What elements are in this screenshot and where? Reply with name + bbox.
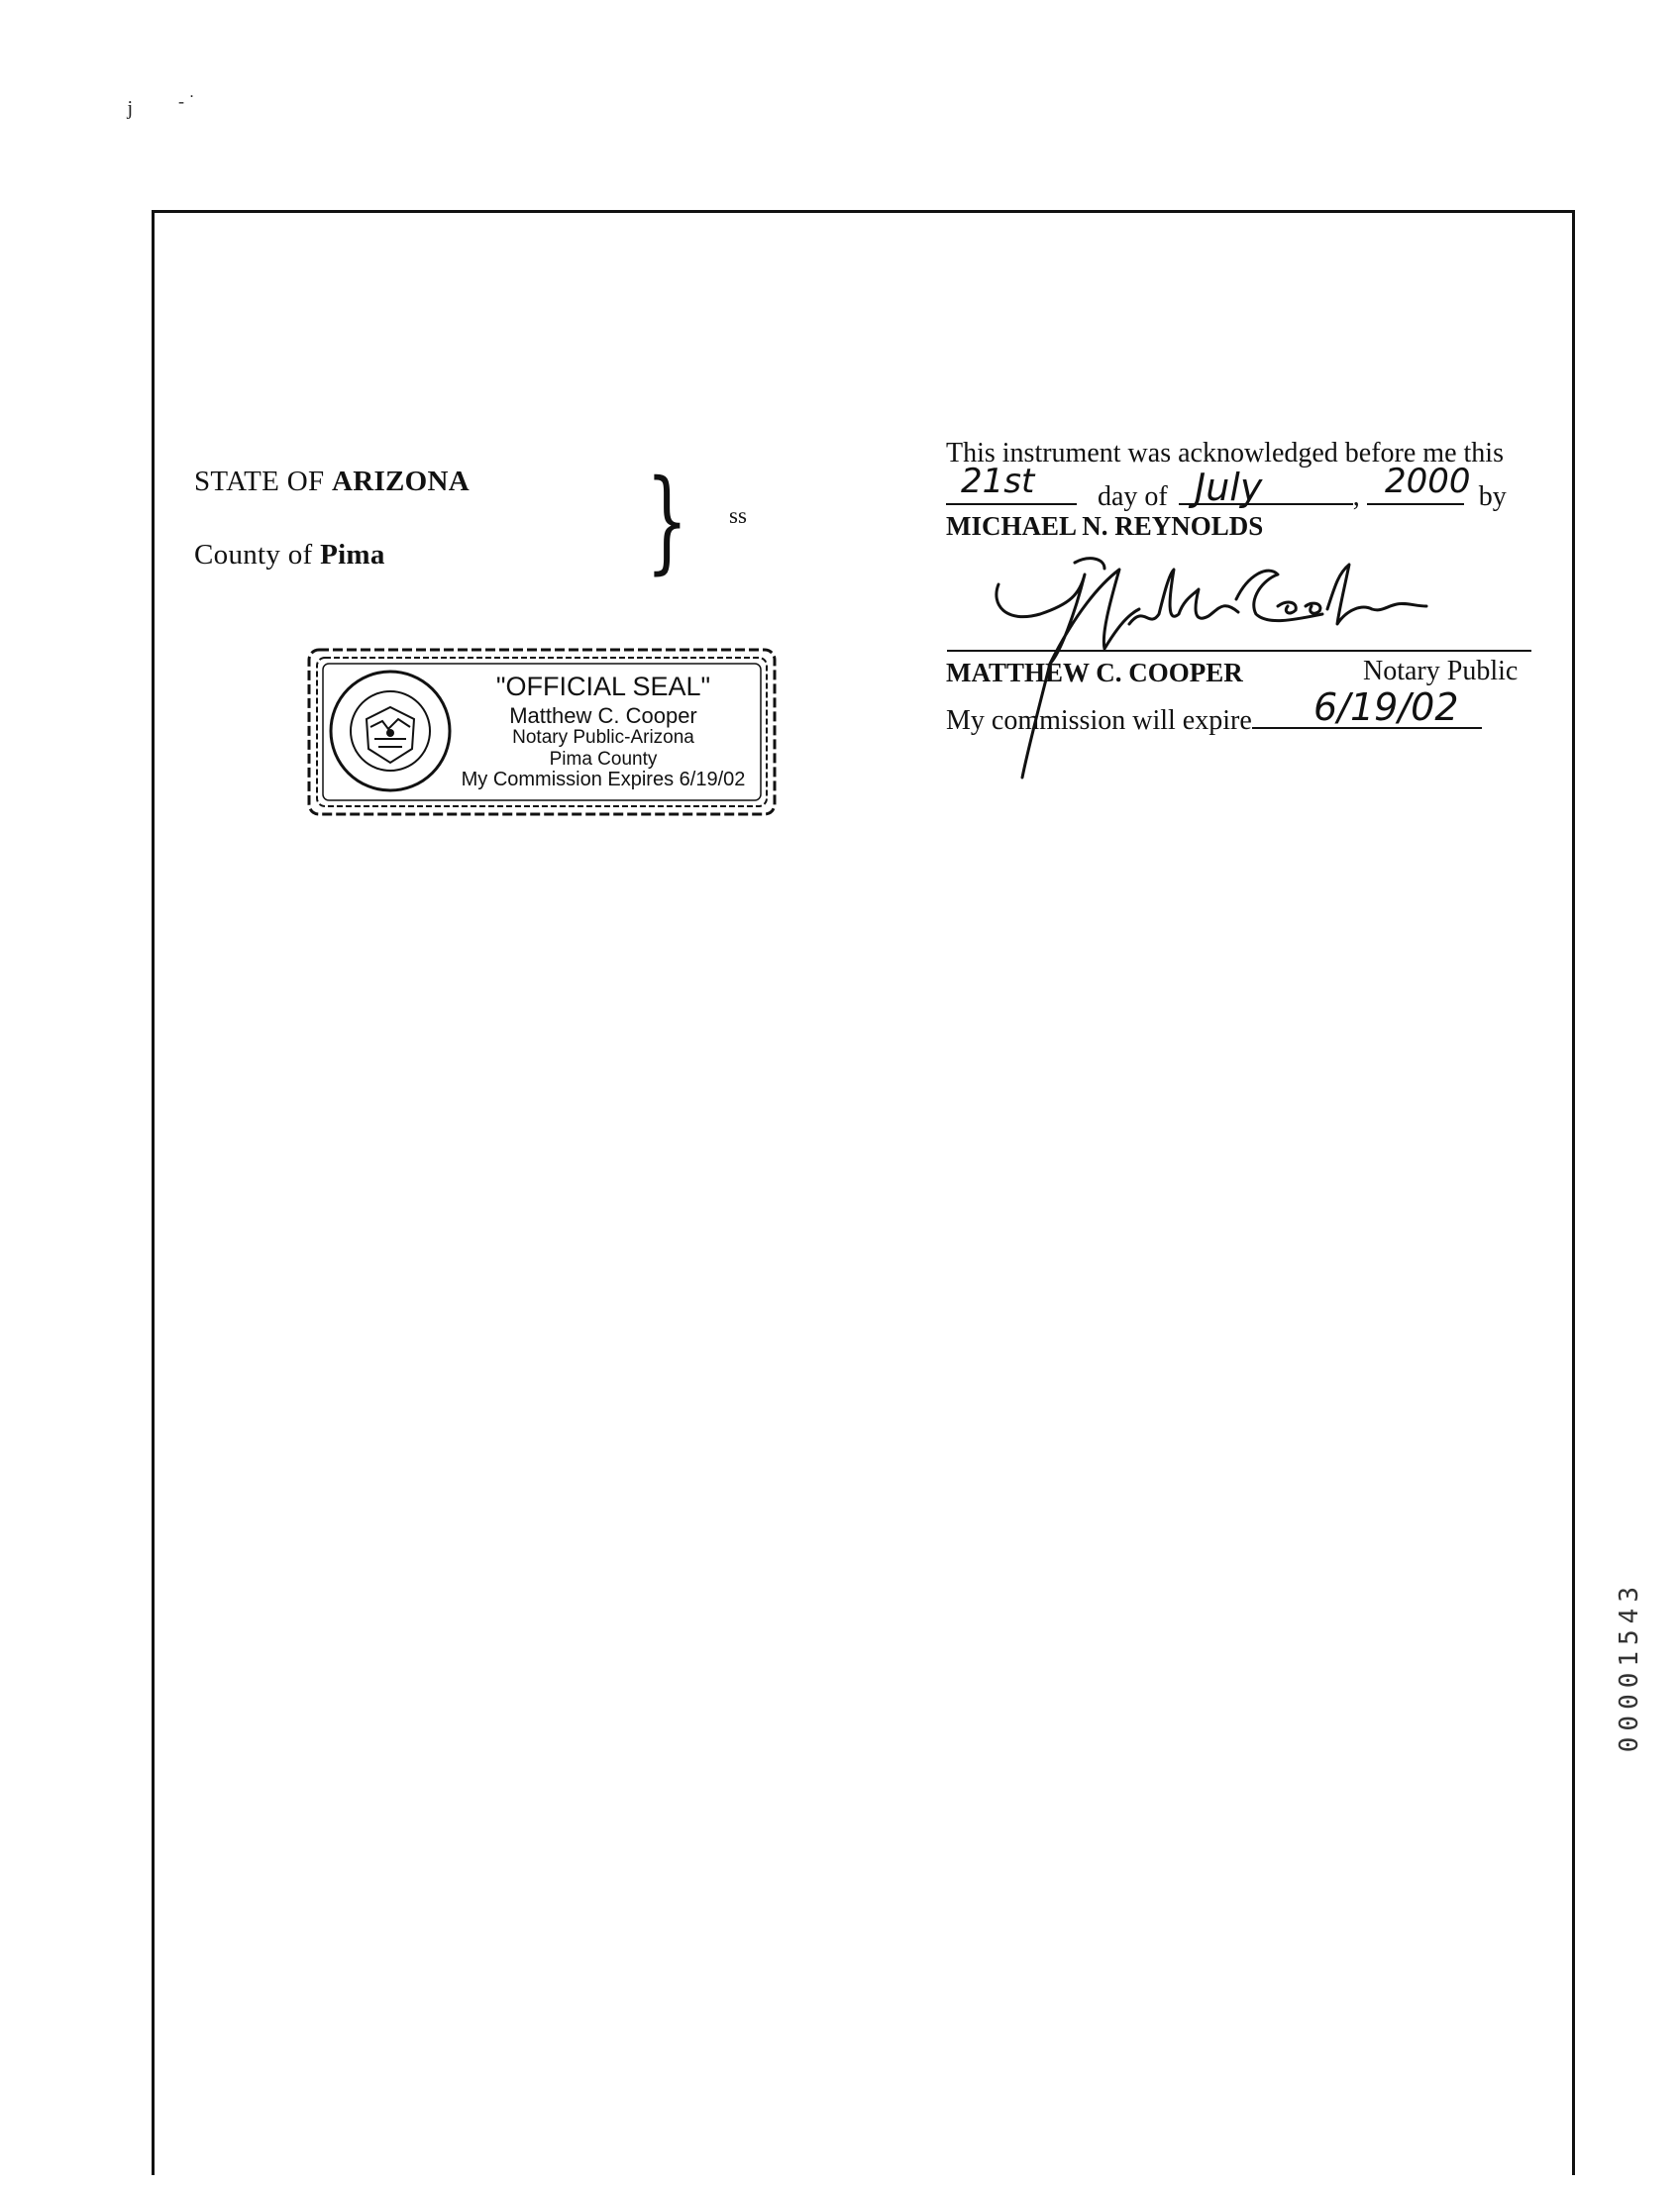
scan-mark: - ˙ <box>178 91 195 111</box>
seal-name: Matthew C. Cooper <box>509 703 697 728</box>
seal-county: Pima County <box>549 749 658 770</box>
seal-expires: My Commission Expires 6/19/02 <box>461 769 746 790</box>
comma: , <box>1352 481 1360 512</box>
county-prefix: County of <box>194 539 321 571</box>
seal-role: Notary Public-Arizona <box>512 727 694 748</box>
bates-number: 00001543 <box>1615 1581 1644 1753</box>
notary-title: Notary Public <box>1363 656 1519 686</box>
signer-name: MICHAEL N. REYNOLDS <box>946 511 1264 541</box>
day-of-label: day of <box>1098 481 1168 512</box>
month-handwritten: July <box>1195 466 1263 509</box>
county-label <box>194 539 385 572</box>
official-seal-stamp <box>305 646 779 818</box>
year-handwritten: 2000 <box>1385 462 1471 501</box>
by-label: by <box>1478 481 1507 512</box>
day-handwritten: 21st <box>961 462 1035 501</box>
arizona-seal-emblem <box>327 668 454 794</box>
state-name: ARIZONA <box>331 466 471 497</box>
venue-brace: } <box>646 457 688 585</box>
county-name: Pima <box>320 539 385 571</box>
commission-handwritten: 6/19/02 <box>1313 685 1459 729</box>
signature-line <box>947 650 1531 652</box>
scan-mark: ʲ <box>127 95 133 132</box>
notary-name: MATTHEW C. COOPER <box>946 658 1243 687</box>
ack-line-1: This instrument was acknowledged before me this <box>946 438 1504 469</box>
state-prefix: STATE OF <box>194 466 332 497</box>
seal-title: "OFFICIAL SEAL" <box>495 672 711 701</box>
ss-label: ss <box>729 503 747 528</box>
state-label <box>194 466 470 498</box>
commission-label: My commission will expire <box>946 705 1252 736</box>
